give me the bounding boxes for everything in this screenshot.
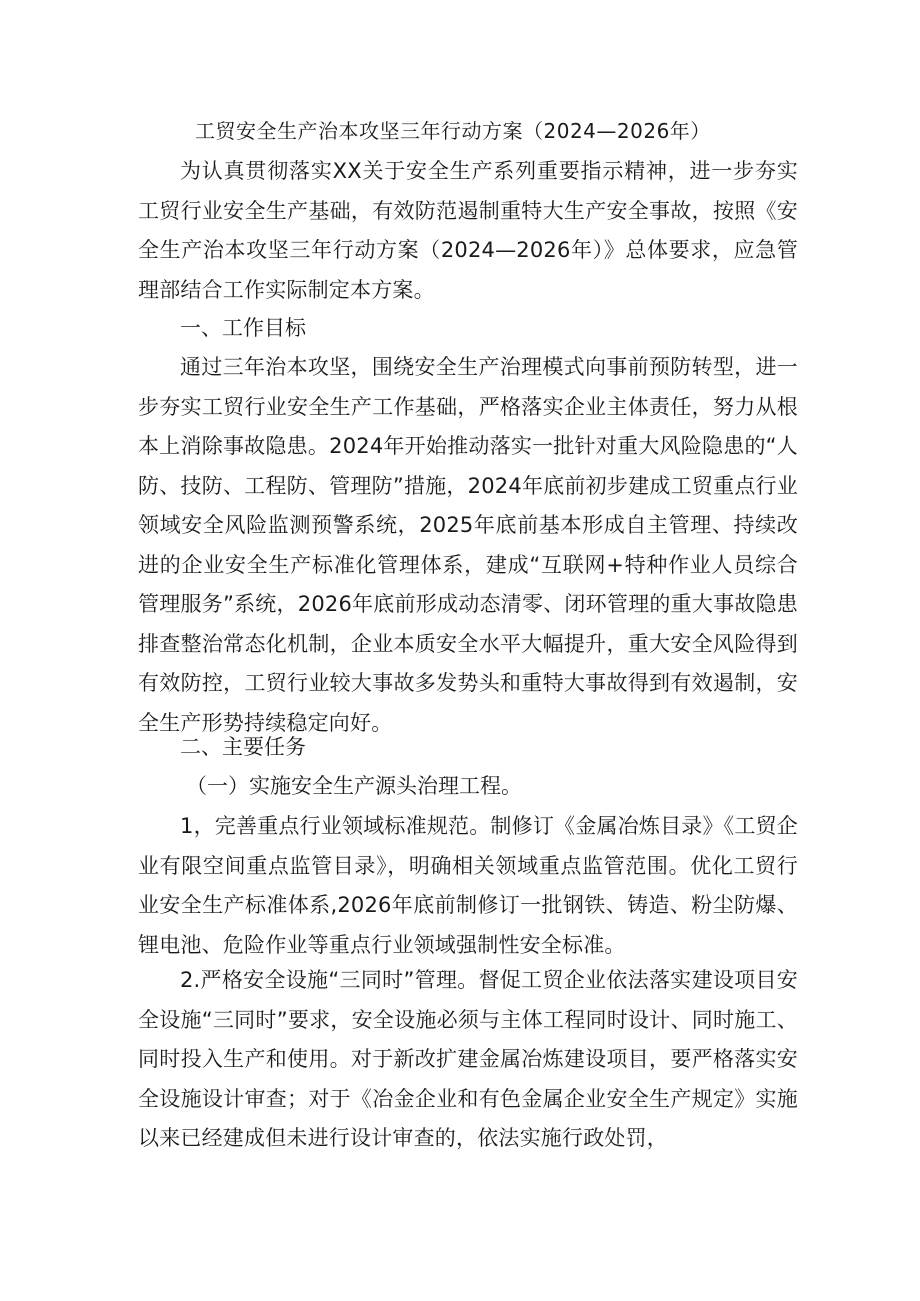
item-1-paragraph: 1，完善重点行业领域标准规范。制修订《金属冶炼目录》《工贸企业有限空间重点监管目录》，明确相关领域重点监管范围。优化工贸行业安全生产标准体系,2026年底前制修订一批钢铁、铸造、粉尘防爆、锂电池、危险作业等重点行业领域强制性安全标准。 <box>138 814 798 957</box>
document-title: 工贸安全生产治本攻坚三年行动方案（2024—2026年） <box>195 119 711 143</box>
item-2-paragraph: 2.严格安全设施“三同时”管理。督促工贸企业依法落实建设项目安全设施“三同时”要求，安全设施必须与主体工程同时设计、同时施工、同时投入生产和使用。对于新改扩建金属冶炼建设项目，要严格落实安全设施设计审查；对于《冶金企业和有色金属企业安全生产规定》实施以来已经建成但未进行设计审查的，依法实施行政处罚， <box>138 968 798 1150</box>
section-1-paragraph: 通过三年治本攻坚，围绕安全生产治理模式向事前预防转型，进一步夯实工贸行业安全生产工作基础，严格落实企业主体责任，努力从根本上消除事故隐患。2024年开始推动落实一批针对重大风险隐患的“人防、技防、工程防、管理防”措施，2024年底前初步建成工贸重点行业领域安全风险监测预警系统，2025年底前基本形成自主管理、持续改进的企业安全生产标准化管理体系，建成“互联网+特种作业人员综合管理服务”系统，2026年底前形成动态清零、闭环管理的重大事故隐患排查整治常态化机制，企业本质安全水平大幅提升，重大安全风险得到有效防控，工贸行业较大事故多发势头和重特大事故得到有效遏制，安全生产形势持续稳定向好。 <box>138 355 798 735</box>
subsection-1-heading: （一）实施安全生产源头治理工程。 <box>186 774 522 798</box>
section-2-heading: 二、主要任务 <box>180 735 306 759</box>
intro-paragraph: 为认真贯彻落实XX关于安全生产系列重要指示精神，进一步夯实工贸行业安全生产基础，有效防范遏制重特大生产安全事故，按照《安全生产治本攻坚三年行动方案（2024—2026年）》总体要求，应急管理部结合工作实际制定本方案。 <box>138 159 798 302</box>
section-1-heading: 一、工作目标 <box>180 316 306 340</box>
